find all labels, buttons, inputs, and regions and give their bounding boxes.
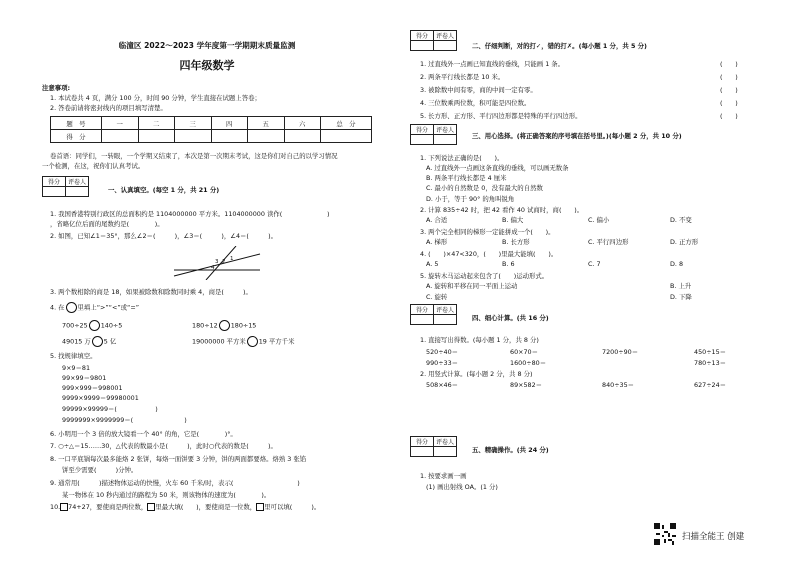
question-line: 6. 小明用一个 3 倍的放大镜看一个 40° 的角，它是( )°。 [50,430,237,438]
choice-line: 1. 下列说法正确的是( )。 [420,154,504,162]
q10-c: 里可以填( )。 [264,503,321,511]
compare-right: 180÷15 [230,321,257,330]
calc-item: 60×70＝ [510,348,539,356]
choice-option: C. 旋转 [426,293,448,301]
scorebox-input[interactable] [43,187,66,197]
choice-option: A. 合适 [426,216,448,224]
score-table-cell: 二 [138,117,175,130]
preface-line: 卷首语：同学们，一转眼，一个学期又结束了，本次是第一次期末考试，这是你们对自己的以学习情况 [50,152,338,160]
choice-line: 5. 旋转木马运动起来包含了( )运动形式。 [420,272,549,280]
operate-line: (1) 画出射线 OA。(1 分) [426,483,498,491]
scorebox-label: 得分 [411,31,434,41]
choice-option: A. 梯形 [426,238,448,246]
question-line: 8. 一口平底锅每次最多能烙 2 张饼，每烙一面饼要 3 分钟，饼的两面都要烙。烙熟 3 张馅 [50,455,307,463]
compare-left: 19000000 平方米 [192,337,246,346]
circle-icon [66,302,77,313]
calc-subheading: 1. 直接写出得数。(每小题 1 分，共 8 分) [420,336,539,344]
score-table-input[interactable] [284,130,321,143]
transversal [206,246,236,280]
question-line: 1. 我国香港特别行政区的总面积约是 1104000000 平方米。1104000000 读作( ) [50,210,330,218]
section-4-heading: 四、细心计算。(共 16 分) [472,314,549,322]
angle-label: 2 [222,259,226,265]
calc-item: 450÷15＝ [694,348,727,356]
box-icon [256,503,264,511]
pattern-line: 999×999＝998001 [62,384,123,392]
scorebox-input[interactable] [434,135,457,145]
preface-line: 一个检测，在这，祝你们认真考试。 [42,162,145,170]
question-line [50,503,320,511]
choice-option: C. 偏小 [588,216,610,224]
notice-line: 1. 本试卷共 4 页，满分 100 分，时间 90 分钟，学生直接在试题上答卷； [50,94,261,102]
choice-line: 3. 两个完全相同的梯形一定能拼成一个( )。 [420,228,555,236]
calc-item: 508×46＝ [426,381,459,389]
left-column [42,0,372,561]
compare-left: 49015 万 [62,337,91,346]
scorebox [410,304,457,325]
compare-item [192,320,256,331]
scorebox-label: 得分 [43,177,66,187]
scorebox-label: 评卷人 [434,437,457,447]
compare-left: 180÷12 [192,321,218,330]
choice-option: C. 最小的自然数是 0，没有最大的自然数 [426,184,543,192]
score-table-input[interactable] [248,130,285,143]
scorebox-label: 评卷人 [434,125,457,135]
q10-a: 74+27，要使商是两位数， [68,503,148,511]
judge-item: 1. 过直线外一点画已知直线的垂线，只能画 1 条。 [420,60,565,68]
scorebox-input[interactable] [434,41,457,51]
score-table-cell: 五 [248,117,285,130]
choice-option: A. 旋转和平移在同一平面上运动 [426,282,518,290]
calc-item: 990÷33＝ [426,359,459,367]
page-title: 四年级数学 [179,59,235,72]
score-table-cell: 题 号 [51,117,102,130]
compare-item [62,336,116,347]
question-line: 3. 两个数相除的商是 18，如果被除数和除数同时乘 4，商是( )。 [50,288,252,296]
choice-option: B. 6 [502,260,515,268]
scorebox-input[interactable] [66,187,89,197]
choice-option: C. 7 [588,260,601,268]
angle-label: 3 [215,259,219,265]
section-5-heading: 五、精确操作。(共 24 分) [472,446,549,454]
scorebox-input[interactable] [411,135,434,145]
q4-suffix: 里填上“>”“<”或“=” [77,303,140,312]
choice-option: B. 上升 [670,282,692,290]
calc-item: 89×582＝ [510,381,543,389]
score-table-cell: 一 [102,117,139,130]
answer-paren[interactable]: ( ) [720,112,738,120]
box-icon [60,503,68,511]
right-column [402,0,752,561]
q10-num: 10. [50,503,61,511]
question-line: 某一物体在 10 秒内通过的路程为 50 米，则该物体的速度为( )。 [62,491,271,499]
choice-option: D. 小于，等于 90° 的角叫锐角 [426,195,515,203]
compare-circle[interactable] [219,320,230,331]
q4-prefix: 4. 在 [50,303,65,312]
section-3-heading: 三、用心选择。(将正确答案的序号填在括号里。)(每小题 2 分，共 10 分) [472,132,682,140]
choice-option: A. 过直线外一点画这条直线的垂线，可以画无数条 [426,164,569,172]
calc-item: 520÷40＝ [426,348,459,356]
choice-option: D. 正方形 [670,238,699,246]
score-table-cell: 得 分 [51,130,102,143]
scorebox-input[interactable] [434,447,457,457]
brand-watermark: 扫描全能王 创建 [682,532,745,542]
scorebox-input[interactable] [411,315,434,325]
notice-title: 注意事项: [42,84,71,92]
compare-right: 5 亿 [103,337,117,346]
scorebox-label: 得分 [411,437,434,447]
answer-paren[interactable]: ( ) [720,73,738,81]
calc-item: 840÷35＝ [602,381,635,389]
compare-right: 19 平方千米 [258,337,295,346]
question-line [50,302,139,313]
choice-option: B. 长方形 [502,238,530,246]
choice-option: A. 5 [426,260,439,268]
compare-item [192,336,294,347]
score-table [50,116,372,143]
score-table-input[interactable] [211,130,248,143]
question-line: ，省略亿位后面的尾数约是( )。 [50,220,164,228]
scorebox [410,124,457,145]
judge-item: 5. 长方形、正方形、平行四边形都是特殊的平行四边形。 [420,112,582,120]
choice-option: C. 平行四边形 [588,238,629,246]
pattern-line: 9999×9999＝99980001 [62,394,139,402]
notice-line: 2. 答卷前请将密封线内的项目填写清楚。 [50,104,167,112]
section-1-heading: 一、认真填空。(每空 1 分，共 21 分) [108,186,220,194]
scorebox-input[interactable] [411,447,434,457]
score-table-input[interactable] [175,130,212,143]
compare-left: 700÷25 [62,321,88,330]
question-line: 2. 如图，已知∠1＝35°，那么∠2＝( )，∠3＝( )，∠4＝( )。 [50,232,277,240]
calc-item: 7200÷90＝ [602,348,639,356]
question-line: 5. 找规律填空。 [50,352,97,360]
score-table-input[interactable] [138,130,175,143]
score-table-cell: 总 分 [321,117,372,130]
scorebox-input[interactable] [411,41,434,51]
answer-paren[interactable]: ( ) [720,99,738,107]
calc-item: 1600÷80＝ [510,359,547,367]
question-line: 9. 通常用( )描述物体运动的快慢，火车 60 千米/时，表示( ) [50,479,300,487]
compare-circle[interactable] [247,336,258,347]
scorebox [42,176,89,197]
question-line: 7. ○÷△＝15……30，△代表的数最小是( )，此时○代表的数是( )。 [50,442,277,450]
compare-circle[interactable] [89,320,100,331]
scorebox-label: 得分 [411,125,434,135]
answer-paren[interactable]: ( ) [720,60,738,68]
scorebox [410,436,457,457]
calc-subheading: 2. 用竖式计算。(每小题 2 分，共 8 分) [420,370,533,378]
score-table-cell: 四 [211,117,248,130]
choice-option: B. 两条平行线长都是 4 厘米 [426,174,507,182]
score-table-cell: 六 [284,117,321,130]
angle-label: 1 [230,256,234,262]
score-table-input[interactable] [102,130,139,143]
scorebox [410,30,457,51]
pattern-line: 9×9＝81 [62,364,91,372]
question-line: 饼至少需要( )分钟。 [62,466,138,474]
qr-code-icon [654,523,676,545]
scorebox-label: 评卷人 [434,31,457,41]
compare-right: 140÷5 [100,321,123,330]
compare-circle[interactable] [92,336,103,347]
exam-header: 临潼区 2022～2023 学年度第一学期期末质量监测 [118,41,296,50]
scorebox-label: 评卷人 [434,305,457,315]
choice-option: D. 8 [670,260,684,268]
angle-label: 4 [211,265,215,271]
choice-option: B. 偏大 [502,216,524,224]
operate-line: 1. 按要求画一画 [420,472,467,480]
calc-item: 780÷13＝ [694,359,727,367]
judge-item: 4. 三位数乘两位数，积可能是四位数。 [420,99,531,107]
pattern-line: 9999999×9999999＝( ) [62,416,187,424]
score-table-input[interactable] [321,130,372,143]
choice-option: D. 下降 [670,293,692,301]
choice-option: D. 不变 [670,216,692,224]
choice-line: 4. ( )×47<320，( )里最大能填( )。 [420,250,558,258]
judge-item: 2. 两条平行线长都是 10 米。 [420,73,505,81]
scorebox-label: 评卷人 [66,177,89,187]
calc-item: 627÷24＝ [694,381,727,389]
pattern-line: 99999×99999＝( ) [62,405,158,413]
q10-b: 里最大填( )，要使商是一位数， [155,503,257,511]
scorebox-label: 得分 [411,305,434,315]
answer-paren[interactable]: ( ) [720,86,738,94]
scorebox-input[interactable] [434,315,457,325]
choice-line: 2. 计算 835÷42 时，把 42 看作 40 试商时，商( )。 [420,206,584,214]
judge-item: 3. 被除数中间有零，商的中间一定有零。 [420,86,537,94]
pattern-line: 99×99＝9801 [62,374,107,382]
score-table-cell: 三 [175,117,212,130]
section-2-heading: 二、仔细判断，对的打✓，错的打✗。(每小题 1 分，共 5 分) [472,42,647,50]
compare-item [62,320,122,331]
